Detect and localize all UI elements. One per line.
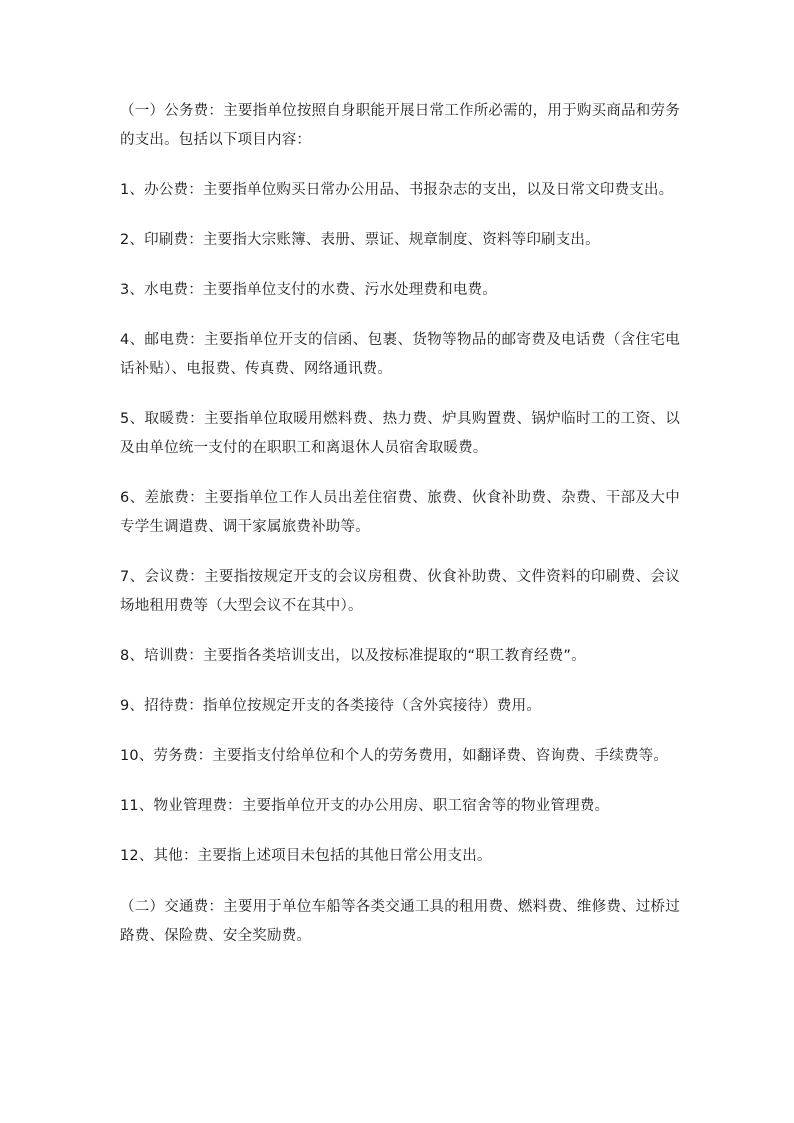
item-meeting-expenses: 7、会议费：主要指按规定开支的会议房租费、伙食补助费、文件资料的印刷费、会议场地租用费等（大型会议不在其中）。 xyxy=(120,569,680,614)
item-postal-telecom-expenses: 4、邮电费：主要指单位开支的信函、包裹、货物等物品的邮寄费及电话费（含住宅电话补贴）、电报费、传真费、网络通讯费。 xyxy=(120,332,680,377)
section-heading-public-expenses: （一）公务费：主要指单位按照自身职能开展日常工作所必需的，用于购买商品和劳务的支出。包括以下项目内容： xyxy=(120,103,680,148)
item-heating-expenses: 5、取暖费：主要指单位取暖用燃料费、热力费、炉具购置费、锅炉临时工的工资、以及由单位统一支付的在职职工和离退休人员宿舍取暖费。 xyxy=(120,411,680,456)
section-heading-transport-expenses: （二）交通费：主要用于单位车船等各类交通工具的租用费、燃料费、维修费、过桥过路费、保险费、安全奖励费。 xyxy=(120,899,680,944)
item-property-management-expenses: 11、物业管理费：主要指单位开支的办公用房、职工宿舍等的物业管理费。 xyxy=(120,798,610,814)
item-other-expenses: 12、其他：主要指上述项目未包括的其他日常公用支出。 xyxy=(120,848,492,864)
item-utilities-expenses: 3、水电费：主要指单位支付的水费、污水处理费和电费。 xyxy=(120,282,497,298)
item-reception-expenses: 9、招待费：指单位按规定开支的各类接待（含外宾接待）费用。 xyxy=(120,698,542,714)
document-body xyxy=(120,97,680,972)
item-training-expenses: 8、培训费：主要指各类培训支出，以及按标准提取的“职工教育经费”。 xyxy=(120,648,586,664)
item-labor-expenses: 10、劳务费：主要指支付给单位和个人的劳务费用，如翻译费、咨询费、手续费等。 xyxy=(120,748,669,764)
item-office-expenses: 1、办公费：主要指单位购买日常办公用品、书报杂志的支出，以及日常文印费支出。 xyxy=(120,182,674,198)
item-travel-expenses: 6、差旅费：主要指单位工作人员出差住宿费、旅费、伙食补助费、杂费、干部及大中专学生调遣费、调干家属旅费补助等。 xyxy=(120,490,680,535)
item-printing-expenses: 2、印刷费：主要指大宗账簿、表册、票证、规章制度、资料等印刷支出。 xyxy=(120,232,600,248)
